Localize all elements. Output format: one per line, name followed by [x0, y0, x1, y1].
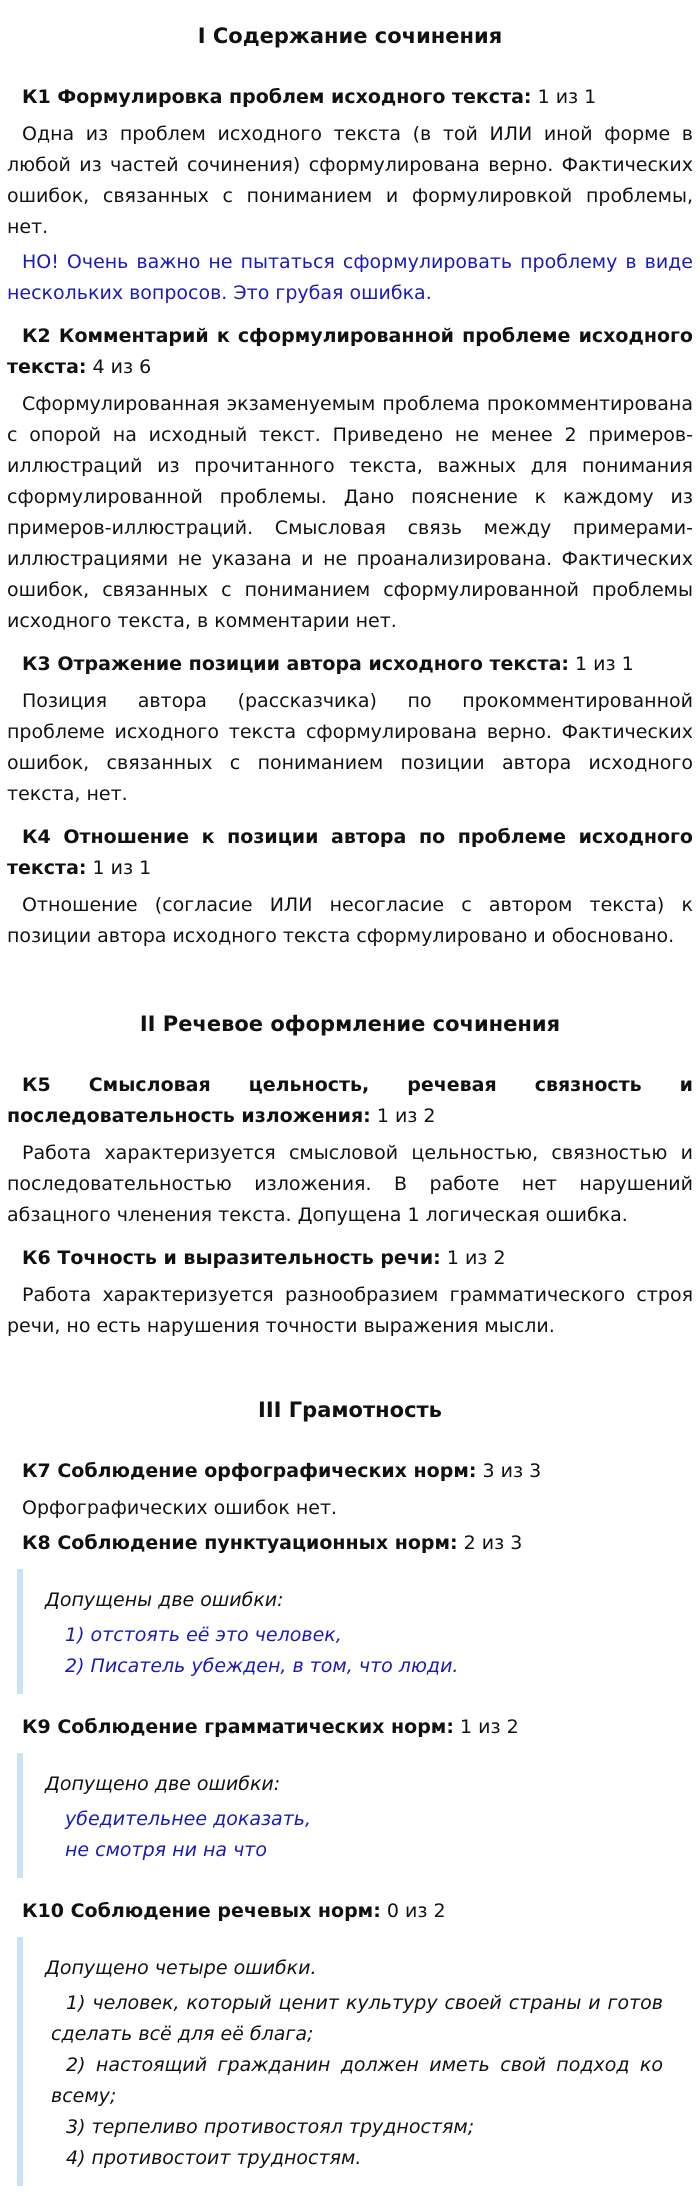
error-item: 4) противостоит трудностям. [66, 2147, 362, 2169]
criterion-score: 1 из 1 [92, 857, 152, 879]
criterion-label: К4 Отношение к позиции автора по проблеме исходного текста: [7, 826, 693, 879]
criterion-label: К9 Соблюдение грамматических норм: [22, 1716, 454, 1738]
error-item: 2) настоящий гражданин должен иметь свой подход ко всему; [51, 2054, 663, 2107]
criterion-k4 [7, 822, 693, 884]
criterion-k7 [7, 1456, 693, 1487]
criterion-label: К3 Отражение позиции автора исходного текста: [22, 653, 569, 675]
criterion-comment: Отношение (согласие ИЛИ несогласие с автором текста) к позиции автора исходного текста сформулировано и обосновано. [7, 894, 693, 947]
error-quote-k10 [17, 1937, 693, 2186]
criterion-comment: Орфографических ошибок нет. [22, 1497, 338, 1519]
criterion-score: 2 из 3 [463, 1532, 523, 1554]
criterion-comment: Позиция автора (рассказчика) по прокомментированной проблеме исходного текста сформулирована верно. Фактических ошибок, связанных с пониманием позиции автора исходного текста, нет. [7, 690, 693, 805]
error-item: убедительнее доказать, [65, 1808, 312, 1830]
error-item: 2) Писатель убежден, в том, что люди. [65, 1655, 459, 1677]
criterion-comment: Сформулированная экзаменуемым проблема прокомментирована с опорой на исходный текст. Приведено не менее 2 примеров-иллюстраций из прочитанного текста, важных для понимания сформулированной проблемы. Дано пояснение к каждому из примеров-иллюстраций. Смысловая связь между примерами-иллюстрациями не указана и не проанализирована. Фактических ошибок, связанных с пониманием сформулированной проблемы исходного текста, в комментарии нет. [7, 393, 693, 632]
criterion-score: 1 из 2 [459, 1716, 519, 1738]
criterion-label: К5 Смысловая цельность, речевая связность и последовательность изложения: [7, 1074, 693, 1127]
error-quote-k8 [17, 1569, 693, 1694]
criterion-k5 [7, 1070, 693, 1132]
section-title-content: I Содержание сочинения [197, 24, 503, 48]
criterion-comment: Одна из проблем исходного текста (в той ИЛИ иной форме в любой из частей сочинения) сформулирована верно. Фактических ошибок, связанных с пониманием и формулировкой проблемы, нет. [7, 123, 693, 238]
criterion-k8 [7, 1528, 693, 1559]
criterion-score: 4 из 6 [92, 356, 152, 378]
criterion-label: К8 Соблюдение пунктуационных норм: [22, 1532, 458, 1554]
criterion-score: 1 из 2 [446, 1247, 506, 1269]
criterion-comment: Работа характеризуется смысловой цельностью, связностью и последовательностью изложения. В работе нет нарушений абзацного членения текста. Допущена 1 логическая ошибка. [7, 1142, 693, 1226]
criterion-score: 1 из 2 [376, 1105, 436, 1127]
error-item: 1) человек, который ценит культуру своей страны и готов сделать всё для её блага; [51, 1992, 663, 2045]
criterion-label: К7 Соблюдение орфографических норм: [22, 1460, 477, 1482]
criterion-k9 [7, 1712, 693, 1743]
error-heading: Допущено две ошибки: [45, 1773, 281, 1795]
criterion-score: 1 из 1 [537, 86, 597, 108]
error-heading: Допущены две ошибки: [45, 1589, 284, 1611]
criterion-score: 1 из 1 [575, 653, 634, 675]
section-title-literacy: III Грамотность [258, 1398, 442, 1422]
criterion-label: К10 Соблюдение речевых норм: [22, 1900, 381, 1922]
criterion-score: 0 из 2 [386, 1900, 446, 1922]
criterion-label: К1 Формулировка проблем исходного текста: [22, 86, 532, 108]
criterion-note: НО! Очень важно не пытаться сформулировать проблему в виде нескольких вопросов. Это грубая ошибка. [7, 251, 693, 304]
error-quote-k9 [17, 1753, 693, 1878]
criterion-k1 [7, 82, 693, 113]
criterion-k3 [7, 649, 693, 680]
error-heading: Допущено четыре ошибки. [45, 1957, 317, 1979]
error-item: не смотря ни на что [65, 1839, 267, 1861]
criterion-k6 [7, 1243, 693, 1274]
criterion-label: К6 Точность и выразительность речи: [22, 1247, 441, 1269]
criterion-k2 [7, 321, 693, 383]
criterion-comment: Работа характеризуется разнообразием грамматического строя речи, но есть нарушения точности выражения мысли. [7, 1284, 693, 1337]
section-title-speech: II Речевое оформление сочинения [139, 1012, 561, 1036]
criterion-score: 3 из 3 [482, 1460, 542, 1482]
criterion-k10 [7, 1896, 693, 1927]
criterion-label: К2 Комментарий к сформулированной проблеме исходного текста: [7, 325, 693, 378]
error-item: 1) отстоять её это человек, [65, 1624, 342, 1646]
error-item: 3) терпеливо противостоял трудностям; [66, 2116, 475, 2138]
